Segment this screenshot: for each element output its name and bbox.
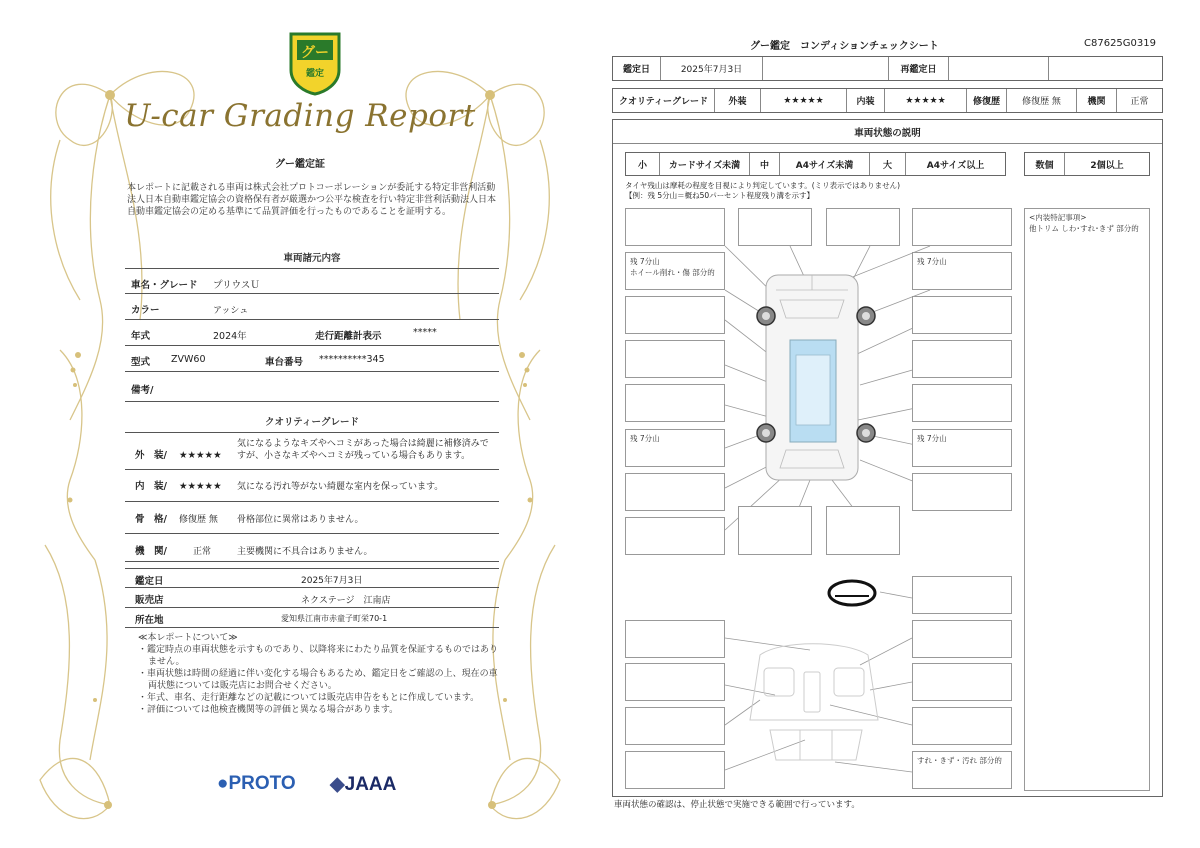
- front-right-tire-box: 残 7分山: [912, 252, 1012, 290]
- info-row-shop: 販売店 ネクステージ 江南店: [125, 588, 499, 608]
- rear-left-tire-box: 残 7分山: [625, 429, 725, 467]
- comment-box: [912, 576, 1012, 614]
- comment-box: [625, 707, 725, 745]
- comment-box: [826, 208, 900, 246]
- comment-box: [625, 384, 725, 422]
- grade-row-frame: 骨 格/ 修復歴 無 骨格部位に異常はありません。: [125, 502, 499, 534]
- comment-box: [912, 296, 1012, 334]
- svg-text:鑑定: 鑑定: [305, 69, 325, 79]
- goo-kantei-badge-icon: [287, 30, 343, 96]
- report-script-title: U-car Grading Report: [124, 98, 476, 134]
- steering-wheel-icon: [829, 581, 875, 605]
- interior-notes-text: 他トリム しわ･すれ･きず 部分的: [1029, 224, 1139, 233]
- comment-box: [912, 384, 1012, 422]
- front-left-tire-box: 残 7分山 ホイール削れ・傷 部分的: [625, 252, 725, 290]
- comment-box: [912, 208, 1012, 246]
- certificate-text: 本レポートに記載される車両は株式会社プロトコーポレーションが委託する特定非営利活動法人日本自動車鑑定協会の資格保有者が厳選かつ公平な検査を行い特定非営利活動法人日本自動車鑑定協会の定める基準にて品質評価を行ったものであることを証明する。: [127, 183, 497, 217]
- comment-box: [826, 506, 900, 555]
- spec-row-color: カラー アッシュ: [125, 294, 499, 320]
- svg-text:グー: グー: [301, 45, 329, 61]
- spec-row-name: 車名・グレード プリウスＵ: [125, 268, 499, 294]
- certificate-title: グー鑑定証: [275, 159, 325, 170]
- vehicle-condition-title: 車両状態の説明: [613, 120, 1162, 144]
- bottom-note: 車両状態の確認は、停止状態で実施できる範囲で行っています。: [614, 800, 860, 810]
- jaaa-logo: ◆JAAA: [330, 774, 397, 795]
- grade-row-engine: 機 関/ 正常 主要機関に不具合はありません。: [125, 534, 499, 562]
- report-notes-heading: ≪本レポートについて≫: [138, 633, 238, 643]
- interior-notes-box: [1024, 208, 1150, 791]
- quality-row: クオリティーグレード 外装 ★★★★★ 内装 ★★★★★ 修復歴 修復歴 無 機関 正常: [612, 88, 1163, 113]
- tire-note: タイヤ残山は摩耗の程度を目視により判定しています。(ミリ表示ではありません) 【例：残 5分山＝概ね50パーセント程度残り溝を示す】: [625, 181, 901, 200]
- comment-box: [912, 340, 1012, 378]
- comment-box: [625, 473, 725, 511]
- sheet-code: C87625G0319: [1084, 38, 1156, 49]
- comment-box: [738, 208, 812, 246]
- interior-seat-box: すれ・きず・汚れ 部分的: [912, 751, 1012, 789]
- report-notes: [138, 632, 498, 716]
- comment-box: [738, 506, 812, 555]
- condition-check-sheet: [600, 0, 1200, 848]
- report-note-item: ・車両状態は時間の経過に伴い変化する場合もあるため、鑑定日をご確認の上、現在の車両状態については販売店にお問合せください。: [138, 669, 498, 691]
- sheet-title: グー鑑定 コンディションチェックシート: [750, 41, 939, 52]
- spec-heading: 車両諸元内容: [283, 253, 341, 264]
- quality-grade-heading: クオリティーグレード: [264, 417, 360, 428]
- comment-box: [625, 751, 725, 789]
- damage-size-legend: 小 カードサイズ未満 中 A4サイズ未満 大 A4サイズ以上: [625, 152, 1006, 176]
- spec-row-year: 年式 2024年 走行距離計表示 *****: [125, 320, 499, 346]
- spec-row-model: 型式 ZVW60 車台番号 **********345: [125, 346, 499, 372]
- report-note-item: ・鑑定時点の車両状態を示すものであり、以降将来にわたり品質を保証するものではありません。: [138, 645, 499, 667]
- comment-box: [625, 620, 725, 658]
- grade-row-exterior: 外 装/ ★★★★★ 気になるようなキズやヘコミがあった場合は綺麗に補修済みですが、小さなキズやヘコミが残っている場合もあります。: [125, 432, 499, 470]
- report-note-item: ・年式、車名、走行距離などの記載については販売店申告をもとに作成しています。: [138, 693, 480, 703]
- comment-box: [625, 663, 725, 701]
- info-row-date: 鑑定日 2025年7月3日: [125, 568, 499, 588]
- comment-box: [625, 340, 725, 378]
- rear-right-tire-box: 残 7分山: [912, 429, 1012, 467]
- interior-notes-heading: <内装特記事項>: [1029, 213, 1087, 222]
- comment-box: [912, 620, 1012, 658]
- comment-box: [625, 296, 725, 334]
- comment-box: [912, 663, 1012, 701]
- proto-logo: ●PROTO: [217, 773, 296, 794]
- date-row: 鑑定日 2025年7月3日 再鑑定日: [612, 56, 1163, 81]
- comment-box: [912, 473, 1012, 511]
- grade-row-interior: 内 装/ ★★★★★ 気になる汚れ等がない綺麗な室内を保っています。: [125, 470, 499, 502]
- spec-row-remarks: 備考/: [125, 372, 499, 402]
- count-legend: 数個 2個以上: [1024, 152, 1150, 176]
- comment-box: [912, 707, 1012, 745]
- info-row-address: 所在地 愛知県江南市赤童子町栄70-1: [125, 608, 499, 628]
- comment-box: [625, 208, 725, 246]
- report-note-item: ・評価については他検査機関等の評価と異なる場合があります。: [138, 705, 399, 715]
- comment-box: [625, 517, 725, 555]
